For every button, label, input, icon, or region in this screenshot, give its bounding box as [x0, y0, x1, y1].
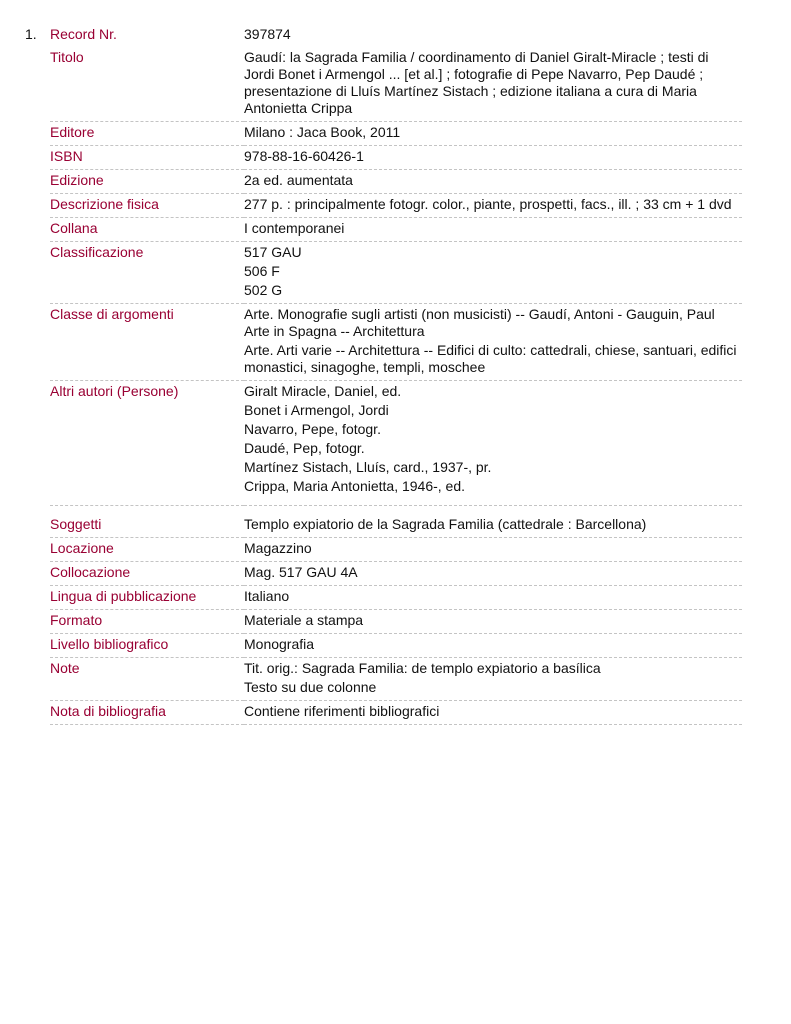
- row-isbn: [50, 146, 742, 170]
- autore-item: Daudé, Pep, fotogr.: [244, 440, 365, 456]
- value-altri-autori: [244, 381, 742, 506]
- autore-item: Bonet i Armengol, Jordi: [244, 402, 389, 418]
- label-altri-autori: Altri autori (Persone): [50, 381, 244, 506]
- value-edizione: 2a ed. aumentata: [244, 170, 742, 194]
- label-edizione: Edizione: [50, 170, 244, 194]
- row-nota-bibliografia: [50, 701, 742, 725]
- autore-item: Navarro, Pepe, fotogr.: [244, 421, 381, 437]
- argomento-item: Arte. Arti varie -- Architettura -- Edifici di culto: cattedrali, chiese, santuari, edifici monastici, sinagoghe, templi, moschee: [244, 342, 737, 375]
- label-soggetti: Soggetti: [50, 506, 244, 538]
- argomento-item: Arte in Spagna -- Architettura: [244, 323, 425, 339]
- row-descrizione: [50, 194, 742, 218]
- row-soggetti: [50, 506, 742, 538]
- note-item: Tit. orig.: Sagrada Familia: de templo expiatorio a basílica: [244, 660, 601, 676]
- label-livello: Livello bibliografico: [50, 634, 244, 658]
- row-formato: [50, 610, 742, 634]
- label-isbn: ISBN: [50, 146, 244, 170]
- autore-item: Giralt Miracle, Daniel, ed.: [244, 383, 402, 399]
- label-formato: Formato: [50, 610, 244, 634]
- row-livello: [50, 634, 742, 658]
- label-locazione: Locazione: [50, 538, 244, 562]
- label-titolo: Titolo: [50, 47, 244, 122]
- classificazione-item: 506 F: [244, 263, 280, 279]
- row-note: [50, 658, 742, 701]
- argomento-item: Arte. Monografie sugli artisti (non musicisti) -- Gaudí, Antoni - Gauguin, Paul: [244, 306, 715, 322]
- value-formato: Materiale a stampa: [244, 610, 742, 634]
- row-edizione: [50, 170, 742, 194]
- label-lingua: Lingua di pubblicazione: [50, 586, 244, 610]
- value-editore: Milano : Jaca Book, 2011: [244, 122, 742, 146]
- value-classificazione: [244, 242, 742, 304]
- row-classe-argomenti: [50, 304, 742, 381]
- label-note: Note: [50, 658, 244, 701]
- record-index: 1.: [25, 26, 37, 42]
- row-locazione: [50, 538, 742, 562]
- label-classificazione: Classificazione: [50, 242, 244, 304]
- value-nota-bibliografia: Contiene riferimenti bibliografici: [244, 701, 742, 725]
- row-altri-autori: [50, 381, 742, 506]
- row-classificazione: [50, 242, 742, 304]
- label-classe-argomenti: Classe di argomenti: [50, 304, 244, 381]
- value-note: [244, 658, 742, 701]
- label-descrizione: Descrizione fisica: [50, 194, 244, 218]
- autore-item: Crippa, Maria Antonietta, 1946-, ed.: [244, 478, 466, 494]
- row-titolo: [50, 47, 742, 122]
- classificazione-item: 502 G: [244, 282, 283, 298]
- value-lingua: Italiano: [244, 586, 742, 610]
- record-table: [50, 24, 742, 725]
- value-titolo: Gaudí: la Sagrada Familia / coordinamento di Daniel Giralt-Miracle ; testi di Jordi Bonet i Armengol ... [et al.] ; fotografie di Pepe Navarro, Pep Daudé ; presentazione di Lluís Martínez Sistach ; edizione italiana a cura di Maria Antonietta Crippa: [244, 47, 742, 122]
- label-nota-bibliografia: Nota di bibliografia: [50, 701, 244, 725]
- value-locazione: Magazzino: [244, 538, 742, 562]
- row-record-nr: [50, 24, 742, 47]
- row-collocazione: [50, 562, 742, 586]
- row-collana: [50, 218, 742, 242]
- value-isbn: 978-88-16-60426-1: [244, 146, 742, 170]
- value-record-nr: 397874: [244, 26, 291, 42]
- row-lingua: [50, 586, 742, 610]
- value-classe-argomenti: [244, 304, 742, 381]
- value-collocazione: Mag. 517 GAU 4A: [244, 562, 742, 586]
- classificazione-item: 517 GAU: [244, 244, 302, 260]
- value-soggetti: Templo expiatorio de la Sagrada Familia (cattedrale : Barcellona): [244, 506, 742, 538]
- label-collocazione: Collocazione: [50, 562, 244, 586]
- note-item: Testo su due colonne: [244, 679, 377, 695]
- value-livello: Monografia: [244, 634, 742, 658]
- autore-item: Martínez Sistach, Lluís, card., 1937-, pr.: [244, 459, 492, 475]
- label-record-nr: Record Nr.: [50, 26, 117, 42]
- label-collana: Collana: [50, 218, 244, 242]
- label-editore: Editore: [50, 122, 244, 146]
- value-descrizione: 277 p. : principalmente fotogr. color., piante, prospetti, facs., ill. ; 33 cm + 1 dvd: [244, 194, 742, 218]
- row-editore: [50, 122, 742, 146]
- value-collana: I contemporanei: [244, 218, 742, 242]
